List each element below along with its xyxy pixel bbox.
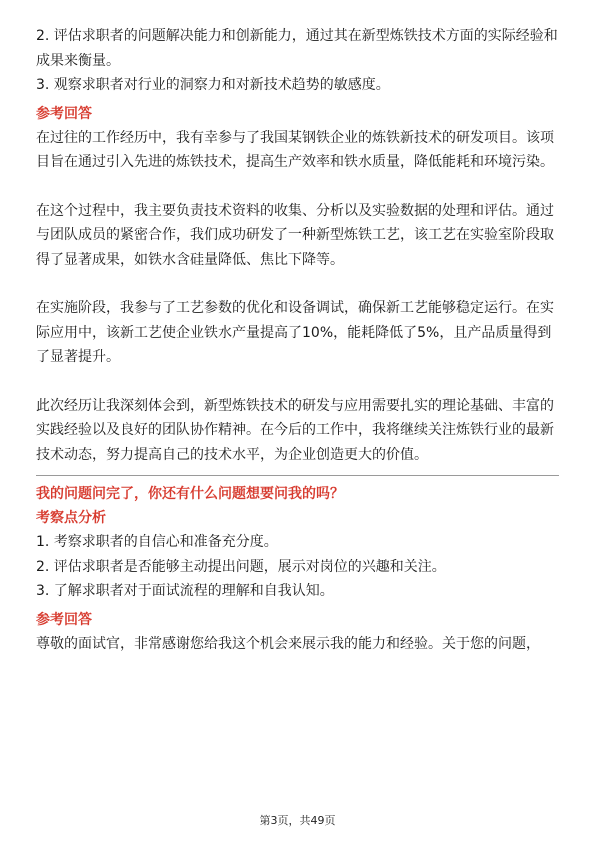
answer-paragraph-2: 在这个过程中，我主要负责技术资料的收集、分析以及实验数据的处理和评估。通过与团队成员的紧密合作，我们成功研发了一种新型炼铁工艺，该工艺在实验室阶段取得了显著成果，如铁水含硅量降低、焦比下降等。 [36, 202, 554, 268]
page-footer: 第3页，共49页 [259, 814, 336, 827]
answer-paragraph-1: 在过往的工作经历中，我有幸参与了我国某钢铁企业的炼铁新技术的研发项目。该项目旨在通过引入先进的炼铁技术，提高生产效率和铁水质量，降低能耗和环境污染。 [36, 129, 554, 170]
question-title: 我的问题问完了，你还有什么问题想要问我的吗？ [36, 486, 344, 502]
answer-paragraph-4: 此次经历让我深刻体会到，新型炼铁技术的研发与应用需要扎实的理论基础、丰富的实践经验以及良好的团队协作精神。在今后的工作中，我将继续关注炼铁行业的最新技术动态，努力提高自己的技术水平，为企业创造更大的价值。 [36, 397, 554, 463]
analysis-heading: 考察点分析 [36, 510, 106, 526]
answer2-text: 尊敬的面试官，非常感谢您给我这个机会来展示我的能力和经验。关于您的问题， [36, 635, 540, 652]
analysis-point-3: 3. 了解求职者对于面试流程的理解和自我认知。 [36, 583, 334, 599]
analysis-point-2: 2. 评估求职者是否能够主动提出问题，展示对岗位的兴趣和关注。 [36, 558, 446, 575]
top-point-2: 2. 评估求职者的问题解决能力和创新能力，通过其在新型炼铁技术方面的实际经验和成果来衡量。 [36, 28, 558, 69]
page-content [36, 24, 559, 656]
analysis-point-1: 1. 考察求职者的自信心和准备充分度。 [36, 534, 278, 550]
reference-answer-heading: 参考回答 [36, 105, 92, 122]
answer-paragraph-3: 在实施阶段，我参与了工艺参数的优化和设备调试，确保新工艺能够稳定运行。在实际应用中，该新工艺使企业铁水产量提高了10%，能耗降低了5%，且产品质量得到了显著提升。 [36, 300, 554, 365]
top-point-3: 3. 观察求职者对行业的洞察力和对新技术趋势的敏感度。 [36, 77, 390, 93]
reference-answer-heading-2: 参考回答 [36, 611, 92, 628]
section-divider [36, 475, 559, 476]
